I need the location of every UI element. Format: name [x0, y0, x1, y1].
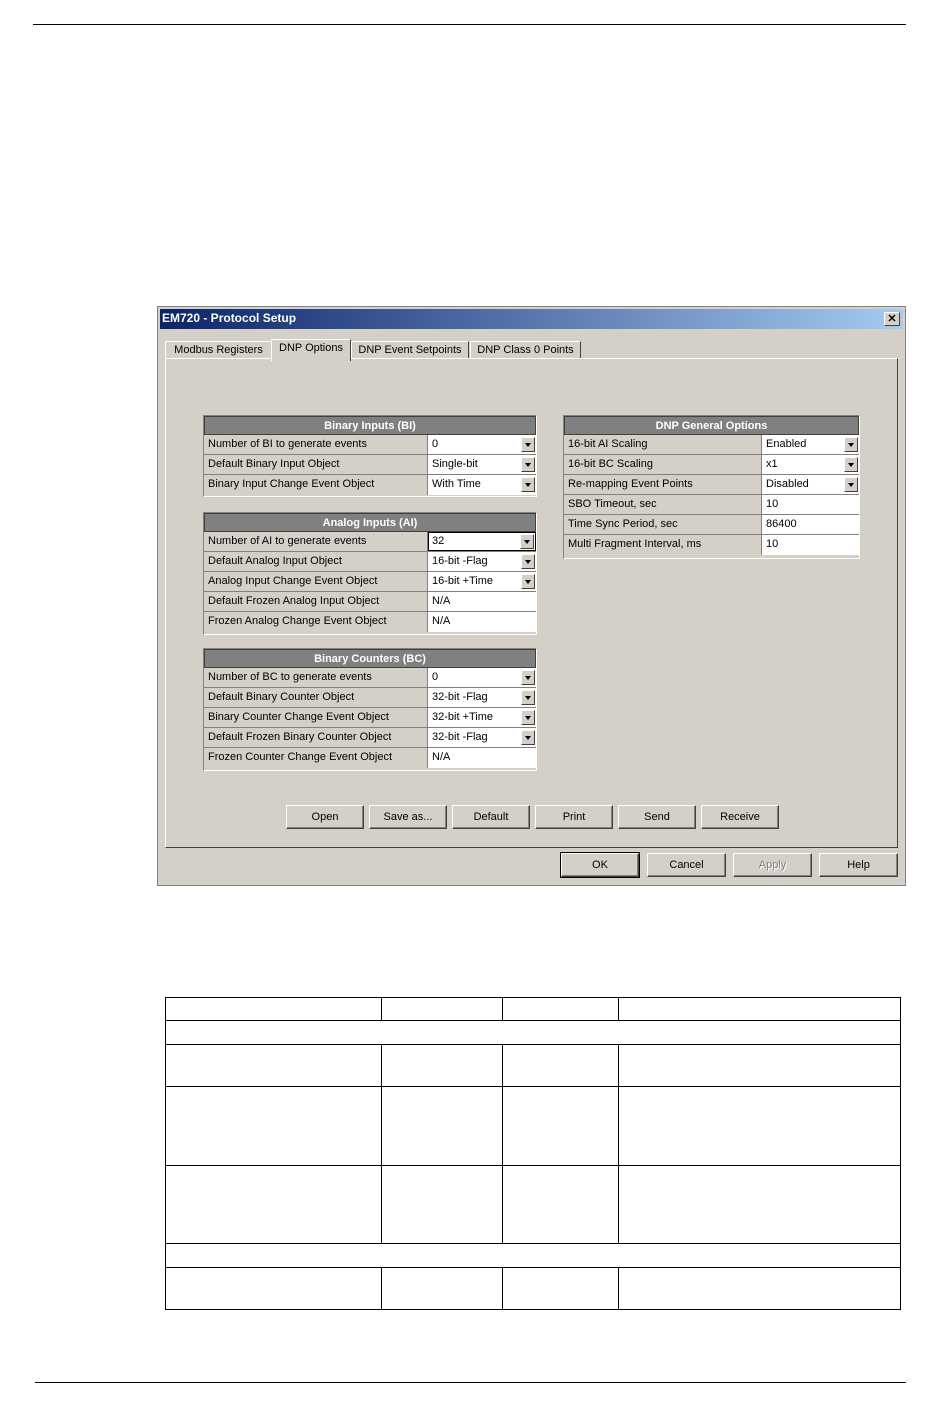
table-row [166, 1045, 901, 1087]
tab-label: Modbus Registers [174, 344, 263, 356]
table-row [564, 495, 859, 515]
receive-button[interactable]: Receive [701, 805, 779, 829]
table-row [204, 708, 536, 728]
select-value: Single-bit [432, 458, 478, 470]
chevron-down-icon[interactable] [521, 730, 535, 745]
table-row [204, 552, 536, 572]
chevron-down-icon[interactable] [521, 710, 535, 725]
select-value: With Time [432, 478, 481, 490]
help-button[interactable]: Help [819, 853, 898, 877]
table-row [204, 612, 536, 632]
document-table [165, 997, 901, 1310]
protocol-setup-dialog [157, 306, 906, 886]
sbo-timeout-field[interactable] [762, 495, 859, 514]
table-row [204, 435, 536, 455]
tab-label: DNP Options [279, 342, 343, 354]
save-as-button[interactable]: Save as... [369, 805, 447, 829]
time-sync-field[interactable] [762, 515, 859, 534]
select-value: 32 [432, 535, 445, 547]
row-label: Time Sync Period, sec [564, 515, 762, 534]
chevron-down-icon[interactable] [521, 574, 535, 589]
open-button[interactable]: Open [286, 805, 364, 829]
table-row [166, 1087, 901, 1166]
field-value: 10 [766, 498, 779, 510]
table-row [204, 748, 536, 768]
send-button[interactable]: Send [618, 805, 696, 829]
table-row [204, 668, 536, 688]
top-rule [33, 24, 906, 25]
binary-inputs-header: Binary Inputs (BI) [204, 416, 536, 435]
table-row [204, 688, 536, 708]
select-value: Enabled [766, 438, 807, 450]
row-label: Multi Fragment Interval, ms [564, 535, 762, 555]
select-value: 0 [432, 671, 439, 683]
dialog-title: EM720 - Protocol Setup [162, 311, 297, 325]
select-value: 32-bit -Flag [432, 731, 488, 743]
table-row [166, 1021, 901, 1045]
select-value: 16-bit +Time [432, 575, 494, 587]
select-value: 32-bit -Flag [432, 691, 488, 703]
chevron-down-icon[interactable] [521, 670, 535, 685]
bi-change-event-select[interactable] [428, 475, 536, 495]
cancel-button[interactable]: Cancel [647, 853, 726, 877]
analog-inputs-header: Analog Inputs (AI) [204, 513, 536, 532]
tab-label: DNP Event Setpoints [358, 344, 462, 356]
table-row [204, 572, 536, 592]
row-label: 16-bit AI Scaling [564, 435, 762, 454]
row-label: Binary Input Change Event Object [204, 475, 428, 495]
row-label: Re-mapping Event Points [564, 475, 762, 494]
field-value: N/A [432, 615, 451, 627]
row-label: Default Frozen Binary Counter Object [204, 728, 428, 747]
ai-change-event-select[interactable] [428, 572, 536, 591]
select-value: x1 [766, 458, 778, 470]
binary-counters-header: Binary Counters (BC) [204, 649, 536, 668]
analog-inputs-grid [203, 512, 537, 635]
bc-scaling-select[interactable] [762, 455, 859, 474]
bc-frozen-object-select[interactable] [428, 728, 536, 747]
chevron-down-icon[interactable] [844, 457, 858, 472]
table-row [564, 515, 859, 535]
table-row [564, 475, 859, 495]
select-value: Disabled [766, 478, 809, 490]
binary-inputs-grid [203, 415, 537, 497]
chevron-down-icon[interactable] [521, 477, 535, 492]
field-value: 86400 [766, 518, 797, 530]
row-label: Default Binary Input Object [204, 455, 428, 474]
chevron-down-icon[interactable] [521, 437, 535, 452]
chevron-down-icon[interactable] [521, 457, 535, 472]
row-label: Number of BC to generate events [204, 668, 428, 687]
general-options-header: DNP General Options [564, 416, 859, 435]
table-row [166, 1166, 901, 1244]
ai-scaling-select[interactable] [762, 435, 859, 454]
chevron-down-icon[interactable] [521, 554, 535, 569]
row-label: Number of AI to generate events [204, 532, 428, 551]
ai-default-object-select[interactable] [428, 552, 536, 571]
table-row [564, 455, 859, 475]
default-button[interactable]: Default [452, 805, 530, 829]
dnp-options-panel [165, 358, 898, 848]
table-row [166, 1244, 901, 1268]
row-label: Frozen Counter Change Event Object [204, 748, 428, 768]
print-button[interactable]: Print [535, 805, 613, 829]
chevron-down-icon[interactable] [521, 690, 535, 705]
bi-default-object-select[interactable] [428, 455, 536, 474]
ai-frozen-object-field [428, 592, 536, 611]
row-label: Default Binary Counter Object [204, 688, 428, 707]
ok-button[interactable]: OK [561, 853, 639, 877]
title-bar[interactable] [160, 309, 903, 329]
chevron-down-icon[interactable] [844, 477, 858, 492]
tab-dnp-class-0-points[interactable] [470, 341, 581, 359]
ai-frozen-change-field [428, 612, 536, 632]
table-row [166, 998, 901, 1021]
ai-events-select[interactable] [428, 532, 536, 551]
apply-button[interactable]: Apply [733, 853, 812, 877]
bc-change-event-select[interactable] [428, 708, 536, 727]
bc-default-object-select[interactable] [428, 688, 536, 707]
table-row [204, 475, 536, 495]
dnp-general-options-grid [563, 415, 860, 559]
chevron-down-icon[interactable] [520, 534, 534, 549]
table-row [564, 535, 859, 555]
select-value: 16-bit -Flag [432, 555, 488, 567]
table-row [204, 455, 536, 475]
chevron-down-icon[interactable] [844, 437, 858, 452]
row-label: 16-bit BC Scaling [564, 455, 762, 474]
multi-fragment-field[interactable] [762, 535, 859, 555]
row-label: Frozen Analog Change Event Object [204, 612, 428, 632]
row-label: Default Frozen Analog Input Object [204, 592, 428, 611]
row-label: Analog Input Change Event Object [204, 572, 428, 591]
tab-label: DNP Class 0 Points [477, 344, 574, 356]
select-value: 0 [432, 438, 439, 450]
bottom-rule [35, 1382, 906, 1383]
binary-counters-grid [203, 648, 537, 771]
table-row [166, 1268, 901, 1310]
row-label: Default Analog Input Object [204, 552, 428, 571]
bc-events-select[interactable] [428, 668, 536, 687]
select-value: 32-bit +Time [432, 711, 494, 723]
tab-dnp-event-setpoints[interactable] [351, 341, 469, 359]
remapping-select[interactable] [762, 475, 859, 494]
row-label: Binary Counter Change Event Object [204, 708, 428, 727]
close-button[interactable] [884, 312, 900, 326]
table-row [204, 728, 536, 748]
row-label: Number of BI to generate events [204, 435, 428, 454]
field-value: N/A [432, 595, 451, 607]
close-icon: ✕ [887, 313, 897, 325]
table-row [204, 592, 536, 612]
table-row [564, 435, 859, 455]
bi-events-select[interactable] [428, 435, 536, 454]
tab-dnp-options[interactable] [271, 339, 351, 361]
field-value: 10 [766, 538, 779, 550]
table-row [204, 532, 536, 552]
field-value: N/A [432, 751, 451, 763]
bc-frozen-change-field [428, 748, 536, 768]
tab-modbus-registers[interactable] [165, 341, 272, 359]
row-label: SBO Timeout, sec [564, 495, 762, 514]
